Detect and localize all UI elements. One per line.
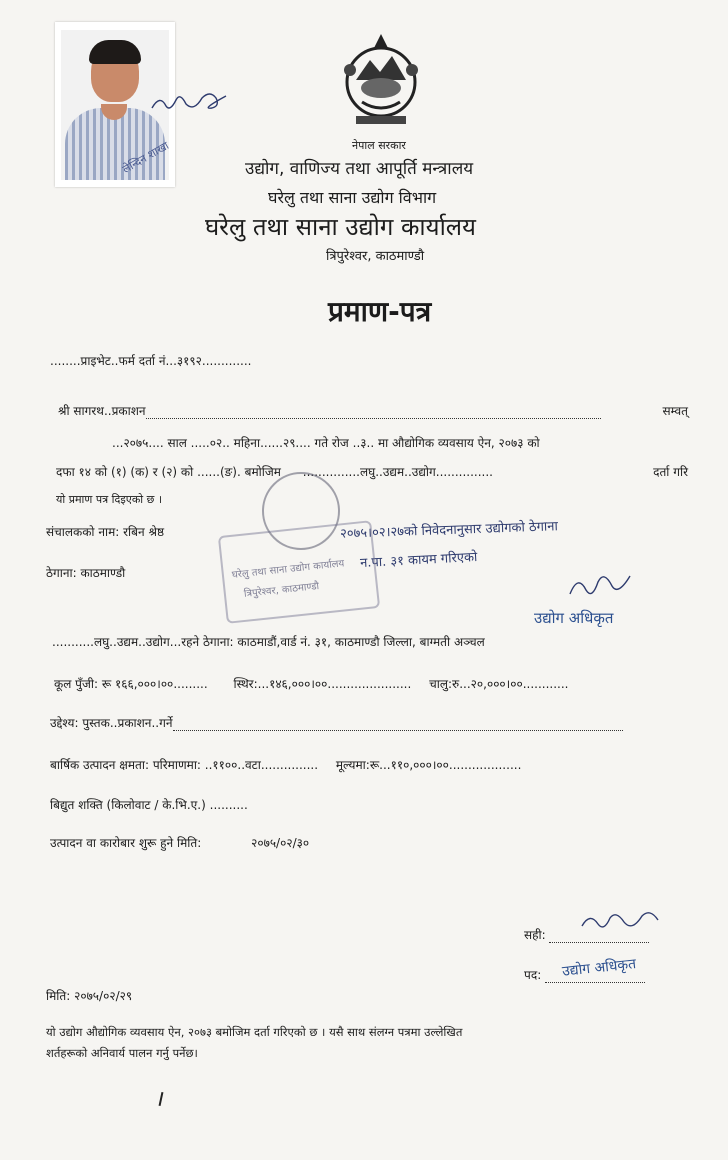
purpose-line: उद्देश्य: पुस्तक..प्रकाशन..गर्ने (50, 714, 623, 731)
industry-address-line: ...........लघु..उद्यम..उद्योग...रहने ठेगाना: काठमाडौं,वार्ड नं. ३१, काठमाण्डौ जिल्ला, बाग्मती अञ्चल (52, 635, 485, 649)
pen-mark (159, 1092, 164, 1106)
registration-number: ........प्राइभेट..फर्म दर्ता नं...३१९२............. (50, 354, 252, 368)
office-title: घरेलु तथा साना उद्योग कार्यालय (205, 213, 476, 241)
ministry-title: उद्योग, वाणिज्य तथा आपूर्ति मन्त्रालय (245, 159, 474, 179)
operator-name: संचालकको नाम: रबिन श्रेष्ठ (46, 525, 165, 539)
capital-line: कूल पुँजी: रू १६६,०००।००......... स्थिर:...१४६,०००।००...................... चालु:रु...२०,०००।००............ (54, 677, 569, 691)
handwritten-note-1: २०७५।०२।२७को निवेदनानुसार उद्योगको ठेगाना (339, 519, 559, 542)
department-title: घरेलु तथा साना उद्योग विभाग (268, 188, 437, 207)
start-date-line: उत्पादन वा कारोबार शुरू हुने मिति: २०७५/०२/३० (50, 836, 310, 850)
footer-note-2: शर्तहरूको अनिवार्य पालन गर्नु पर्नेछ। (46, 1046, 198, 1060)
signature-line: सही: (524, 926, 649, 943)
office-location: त्रिपुरेश्वर, काठमाण्डौ (326, 249, 425, 264)
post-line: पद: (524, 966, 645, 983)
power-line: बिद्युत शक्ति (किलोवाट / के.भि.ए.) .......... (50, 798, 248, 812)
section-line: दफा १४ को (१) (क) र (२) को ......(ङ). बमोजिम ...............लघु..उद्यम..उद्योग............... दर्ता गरि (56, 465, 688, 479)
date-line: ...२०७५.... साल .....०२.. महिना......२९.... गते रोज ..३.. मा औद्योगिक व्यवसाय ऐन, २०७३ को (112, 436, 540, 450)
issued-line: यो प्रमाण पत्र दिइएको छ । (56, 493, 163, 506)
office-stamp: घरेलु तथा साना उद्योग कार्यालय त्रिपुरेश्वर, काठमाण्डौ (218, 520, 380, 624)
handwritten-note-2: न.पा. ३१ कायम गरिएको (359, 549, 478, 572)
capacity-line: बार्षिक उत्पादन क्षमता: परिमाणमा: ..११००..वटा............... मूल्यमा:रू...११०,०००।००................... (50, 758, 522, 772)
certificate-title: प्रमाण-पत्र (328, 295, 432, 328)
government-label: नेपाल सरकार (352, 139, 406, 152)
footer-note-1: यो उद्योग औद्योगिक व्यवसाय ऐन, २०७३ बमोजिम दर्ता गरिएको छ । यसै साथ संलग्न पत्रमा उल्लेखित (46, 1025, 463, 1039)
operator-address: ठेगाना: काठमाण्डौ (46, 566, 126, 580)
recipient-line: श्री सागरथ..प्रकाशन सम्वत् (58, 404, 688, 418)
issue-date: मिति: २०७५/०२/२९ (46, 989, 133, 1003)
officer-signature (566, 566, 636, 606)
nepal-emblem-icon (336, 30, 426, 128)
officer-stamp: उद्योग अधिकृत (534, 609, 614, 627)
post-stamp: उद्योग अधिकृत (561, 956, 637, 980)
signature-mark (580, 908, 660, 934)
photo-signature (150, 88, 230, 116)
photo-stamp: लेन्दिन शाखा (120, 139, 172, 176)
